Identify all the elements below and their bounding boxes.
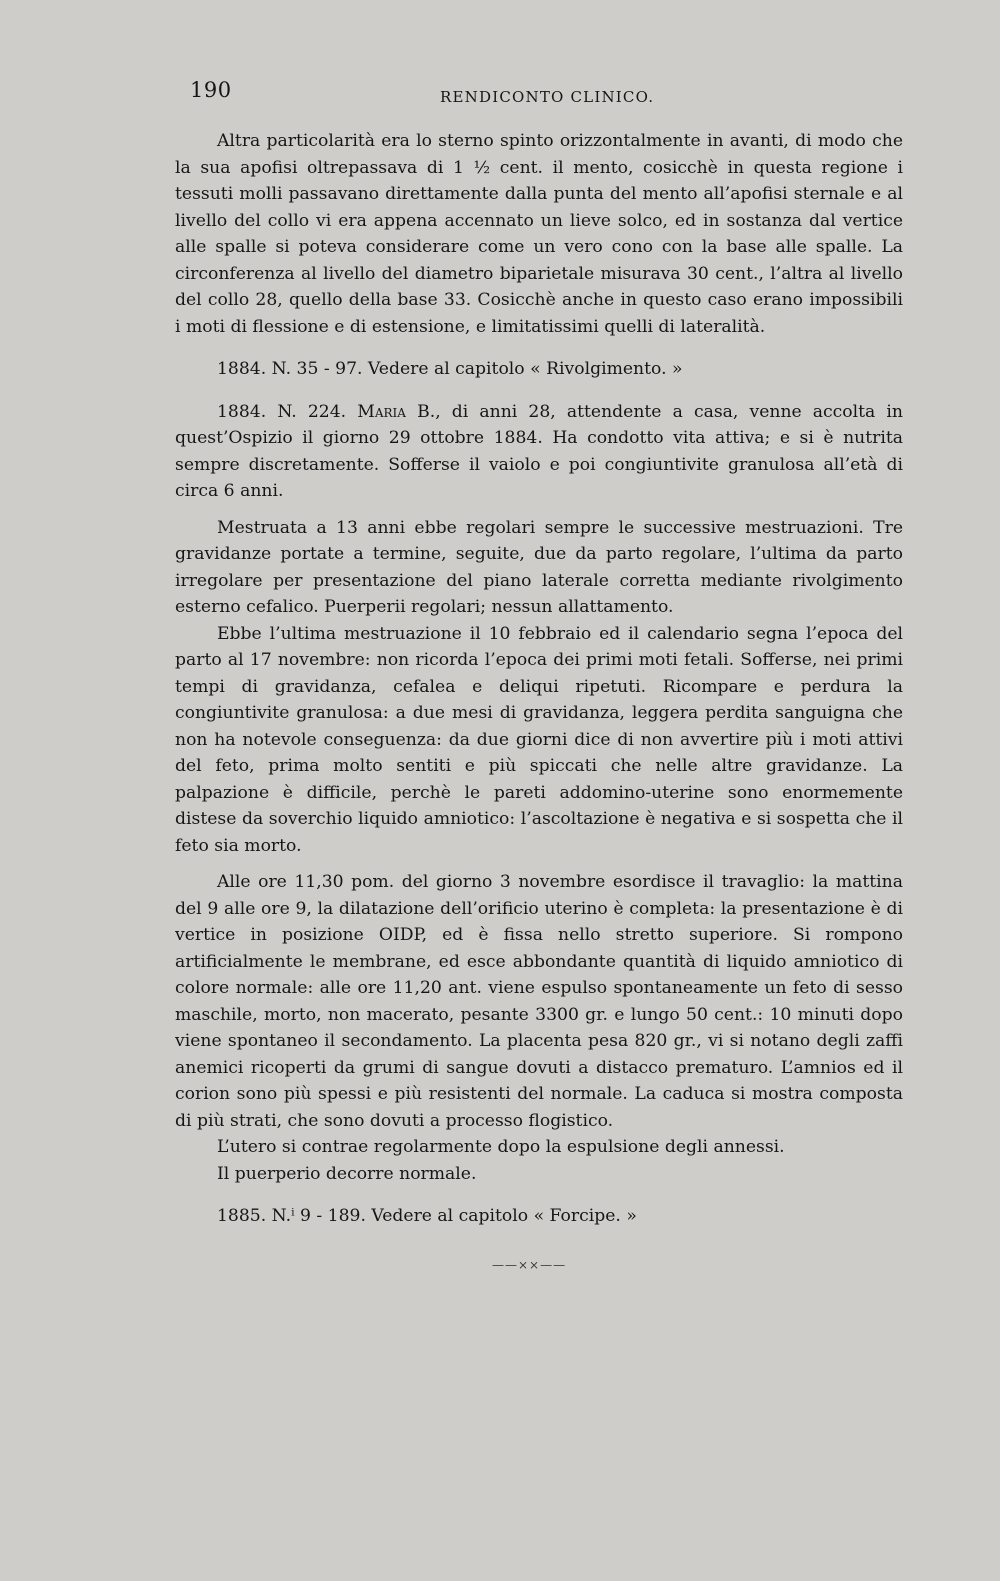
case-intro-text: , di anni 28, attendente a casa, venne accolta in quest’Ospizio il giorno 29 ottobre 1884. Ha condotto vita attiva; e si è nutrita sempre discretamente. Sofferse il vaiolo e poi congiuntivite granulosa all’età di circa 6 anni.	[175, 401, 903, 501]
section-end-ornament: ——⨯⨯——	[492, 1258, 567, 1272]
paragraph-menstruation: Mestruata a 13 anni ebbe regolari sempre le successive mestruazioni. Tre gravidanze portate a termine, seguite, due da parto regolare, l’ultima da parto irregolare per presentazione del piano laterale corretta mediante rivolgimento esterno cefalico. Puerperii regolari; nessun allattamento.	[175, 517, 903, 617]
running-title: RENDICONTO CLINICO.	[440, 88, 655, 106]
paragraph-labor: Alle ore 11,30 pom. del giorno 3 novembre esordisce il travaglio: la mattina del 9 alle ore 9, la dilatazione dell’orificio uterino è completa: la presentazione è di vertice in posizione OIDP, ed è fissa nello stretto superiore. Si rompono artificialmente le membrane, ed esce abbondante quantità di liquido amniotico di colore normale: alle ore 11,20 ant. viene espulso spontaneamente un feto di sesso maschile, morto, non macerato, pesante 3300 gr. e lungo 50 cent.: 10 minuti dopo viene spontaneo il secondamento. La placenta pesa 820 gr., vi si notano degli zaffi anemici ricoperti da grumi di sangue dovuti a distacco prematuro. L’amnios ed il corion sono più spessi e più resistenti del normale. La caduca si mostra composta di più strati, che sono dovuti a processo flogistico.	[175, 872, 903, 1131]
paragraph-pregnancy: Ebbe l’ultima mestruazione il 10 febbraio ed il calendario segna l’epoca del parto al 17 novembre: non ricorda l’epoca dei primi moti fetali. Sofferse, nei primi tempi di gravidanza, cefalea e deliqui ripetuti. Ricompare e perdura la congiuntivite granulosa: a due mesi di gravidanza, leggera perdita sanguigna che non ha notevole conseguenza: da due giorni dice di non avvertire più i moti attivi del feto, prima molto sentiti e più spiccati che nelle altre gravidanze. La palpazione è difficile, perchè le pareti addomino-uterine sono enormemente distese da soverchio liquido amniotico: l’ascoltazione è negativa e si sospetta che il feto sia morto.	[175, 623, 903, 856]
case-entry-35-97: 1884. N. 35 - 97. Vedere al capitolo « Rivolgimento. »	[217, 359, 683, 379]
page-body	[175, 128, 903, 1230]
page-header	[190, 78, 910, 108]
case-entry-224	[175, 399, 903, 505]
patient-name: Maria B.	[357, 401, 436, 422]
paragraph-sternum: Altra particolarità era lo sterno spinto orizzontalmente in avanti, di modo che la sua apofisi oltrepassava di 1 ½ cent. il mento, cosicchè in questa regione i tessuti molli passavano direttamente dalla punta del mento all’apofisi sternale e al livello del collo vi era appena accennato un lieve solco, ed in sostanza dal vertice alle spalle si poteva considerare come un vero cono con la base alle spalle. La circonferenza al livello del diametro biparietale misurava 30 cent., l’altra al livello del collo 28, quello della base 33. Cosicchè anche in questo caso erano impossibili i moti di flessione e di estensione, e limitatissimi quelli di lateralità.	[175, 131, 903, 337]
paragraph-puerperium: Il puerperio decorre normale.	[217, 1163, 477, 1184]
case-entry-9-189: 1885. N.ⁱ 9 - 189. Vedere al capitolo « Forcipe. »	[217, 1206, 637, 1226]
page-number: 190	[190, 78, 232, 102]
paragraph-uterus: L’utero si contrae regolarmente dopo la espulsione degli annessi.	[217, 1137, 785, 1157]
case-number: 1884. N. 224.	[217, 401, 347, 422]
